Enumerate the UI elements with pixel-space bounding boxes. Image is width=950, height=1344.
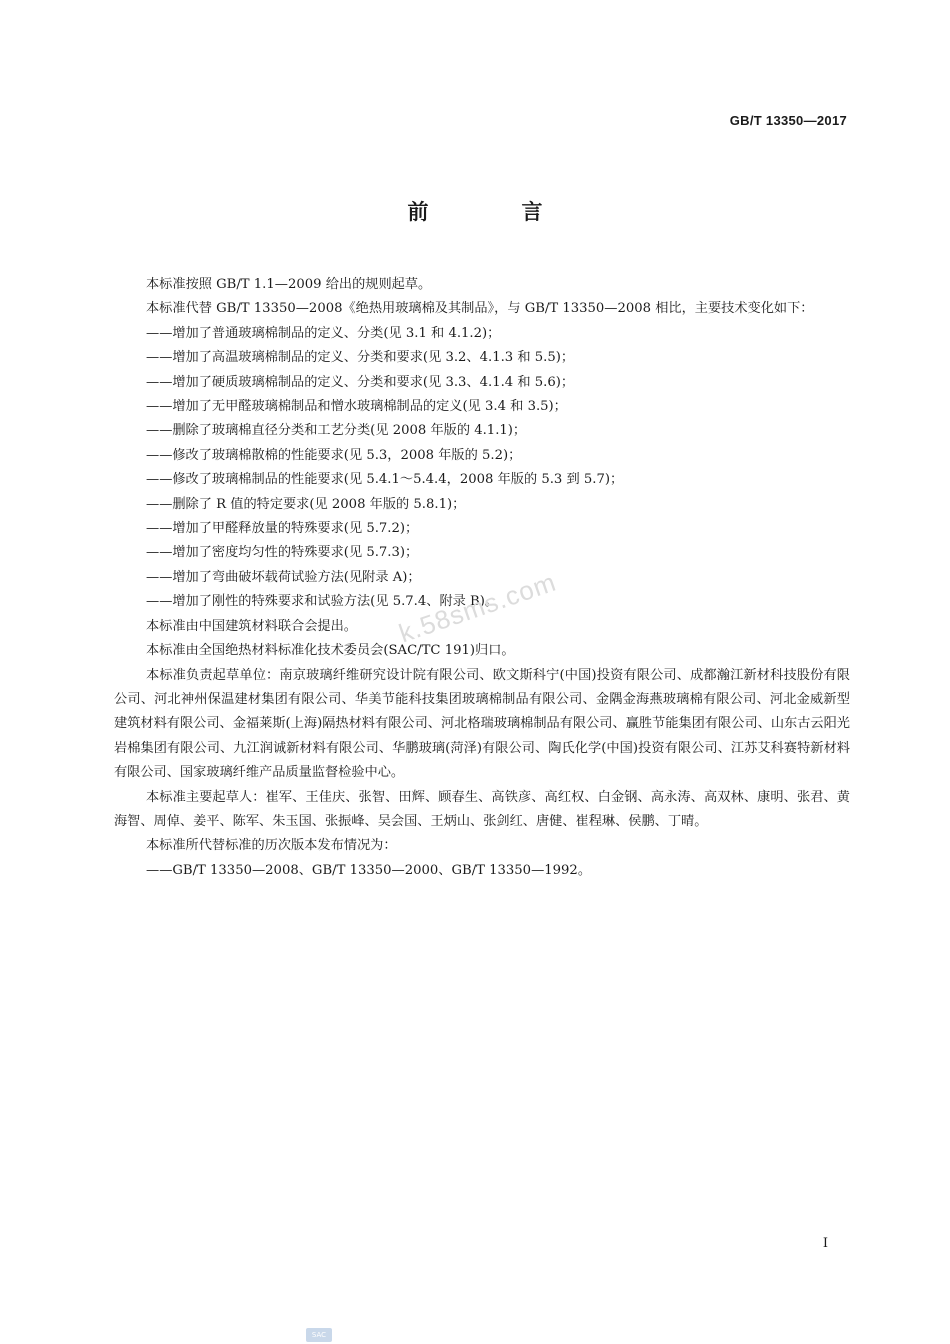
- paragraph-drafters: 本标准主要起草人：崔军、王佳庆、张智、田辉、顾春生、高铁彦、高红权、白金钢、高永涛、高双林、康明、张君、黄海智、周倬、姜平、陈军、朱玉国、张振峰、吴会国、王炳山、张剑红、唐健、崔程琳、侯鹏、丁晴。: [114, 789, 850, 829]
- history-item: ——GB/T 13350—2008、GB/T 13350—2000、GB/T 13350—1992。: [146, 862, 592, 878]
- paragraph-proposer: 本标准由中国建筑材料联合会提出。: [146, 618, 357, 634]
- paragraph-drafting-rules: 本标准按照 GB/T 1.1—2009 给出的规则起草。: [146, 277, 432, 292]
- list-item: ——增加了弯曲破坏载荷试验方法(见附录 A)；: [146, 569, 421, 585]
- sac-logo: SAC: [306, 1328, 332, 1342]
- list-item: ——修改了玻璃棉散棉的性能要求(见 5.3，2008 年版的 5.2)；: [146, 447, 522, 463]
- list-item: ——增加了硬质玻璃棉制品的定义、分类和要求(见 3.3、4.1.4 和 5.6)；: [146, 374, 575, 390]
- list-item: ——增加了甲醛释放量的特殊要求(见 5.7.2)；: [146, 521, 419, 537]
- list-item: ——增加了密度均匀性的特殊要求(见 5.7.3)；: [146, 545, 419, 561]
- page-title: 前 言: [407, 200, 579, 224]
- list-item: ——增加了普通玻璃棉制品的定义、分类(见 3.1 和 4.1.2)；: [146, 325, 501, 341]
- list-item: ——增加了刚性的特殊要求和试验方法(见 5.7.4、附录 B)。: [146, 594, 499, 610]
- paragraph-replacement: 本标准代替 GB/T 13350—2008《绝热用玻璃棉及其制品》，与 GB/T 13350—2008 相比，主要技术变化如下：: [146, 301, 814, 317]
- standard-number: GB/T 13350—2017: [729, 113, 847, 128]
- list-item: ——修改了玻璃棉制品的性能要求(见 5.4.1～5.4.4，2008 年版的 5.3 到 5.7)；: [146, 472, 624, 488]
- paragraph-committee: 本标准由全国绝热材料标准化技术委员会(SAC/TC 191)归口。: [146, 643, 515, 659]
- change-list: [114, 322, 850, 615]
- watermark: k.58sms.com: [395, 566, 560, 649]
- paragraph-history-intro: 本标准所代替标准的历次版本发布情况为：: [146, 838, 397, 854]
- list-item: ——删除了 R 值的特定要求(见 2008 年版的 5.8.1)；: [146, 496, 466, 512]
- page-number: I: [822, 1236, 828, 1251]
- list-item: ——删除了玻璃棉直径分类和工艺分类(见 2008 年版的 4.1.1)；: [146, 423, 527, 439]
- paragraph-drafting-units: 本标准负责起草单位：南京玻璃纤维研究设计院有限公司、欧文斯科宁(中国)投资有限公司、成都瀚江新材科技股份有限公司、河北神州保温建材集团有限公司、华美节能科技集团玻璃棉制品有限公司、金隅金海燕玻璃棉有限公司、河北金威新型建筑材料有限公司、金福莱斯(上海)隔热材料有限公司、河北格瑞玻璃棉制品有限公司、赢胜节能集团有限公司、山东古云阳光岩棉集团有限公司、九江润诚新材料有限公司、华鹏玻璃(菏泽)有限公司、陶氏化学(中国)投资有限公司、江苏艾科赛特新材料有限公司、国家玻璃纤维产品质量监督检验中心。: [114, 667, 850, 781]
- list-item: ——增加了高温玻璃棉制品的定义、分类和要求(见 3.2、4.1.3 和 5.5)；: [146, 350, 575, 366]
- list-item: ——增加了无甲醛玻璃棉制品和憎水玻璃棉制品的定义(见 3.4 和 3.5)；: [146, 399, 567, 415]
- foreword-body: [114, 273, 850, 883]
